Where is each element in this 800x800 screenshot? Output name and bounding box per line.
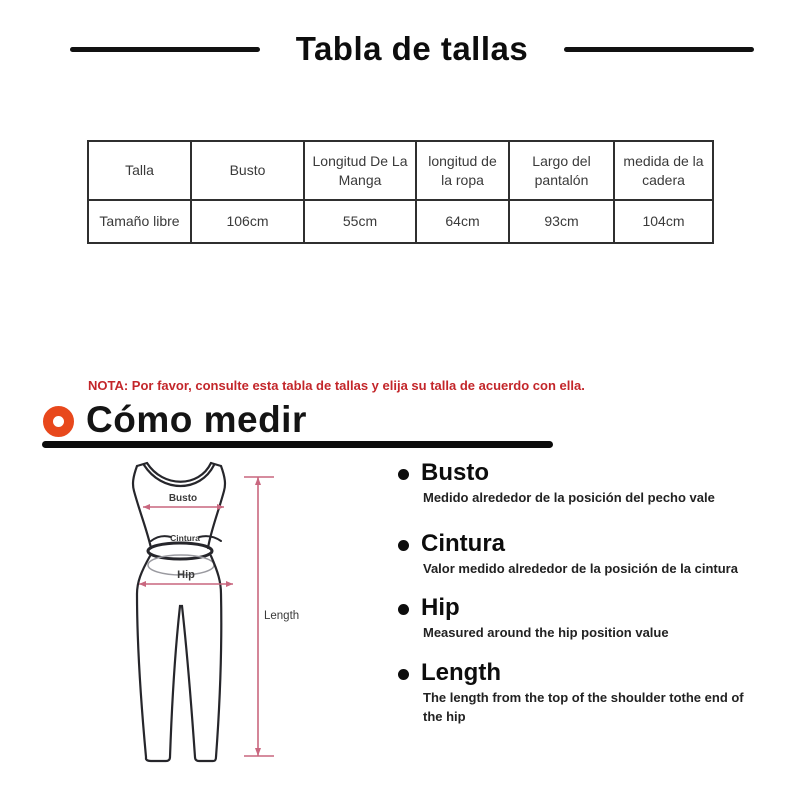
bullet-icon — [398, 604, 409, 615]
measure-item-cintura — [398, 531, 750, 579]
figure-label-busto: Busto — [168, 493, 198, 504]
measure-description: The length from the top of the shoulder tothe end of the hip — [423, 690, 744, 724]
title-bar — [70, 26, 754, 72]
figure-label-hip: Hip — [177, 569, 195, 581]
cell-manga: 55cm — [304, 200, 416, 243]
measure-term: Busto — [421, 459, 489, 486]
measure-term: Cintura — [421, 530, 505, 557]
cell-cadera: 104cm — [614, 200, 713, 243]
page-title: Tabla de tallas — [295, 30, 529, 67]
measure-description: Valor medido alrededor de la posición de la cintura — [423, 561, 738, 577]
measure-term: Hip — [421, 594, 460, 621]
size-table-row — [88, 200, 713, 243]
ring-bullet-icon — [43, 406, 74, 437]
col-header-cadera: medida de la cadera — [614, 141, 713, 200]
size-table — [87, 140, 714, 244]
title-rule-left — [70, 47, 260, 52]
size-table-header-row — [88, 141, 713, 200]
figure-label-length: Length — [264, 610, 300, 622]
measure-section-title: Cómo medir — [86, 399, 307, 440]
cell-busto: 106cm — [191, 200, 304, 243]
measure-item-hip — [398, 595, 750, 643]
measurement-figure — [85, 450, 315, 780]
cell-talla: Tamaño libre — [88, 200, 191, 243]
bullet-icon — [398, 469, 409, 480]
measure-item-length — [398, 660, 750, 726]
col-header-manga: Longitud De La Manga — [304, 141, 416, 200]
col-header-talla: Talla — [88, 141, 191, 200]
cell-ropa: 64cm — [416, 200, 509, 243]
bullet-icon — [398, 540, 409, 551]
bullet-icon — [398, 669, 409, 680]
measure-term: Length — [421, 659, 501, 686]
col-header-pantalon: Largo del pantalón — [509, 141, 614, 200]
title-rule-right — [564, 47, 754, 52]
measure-description: Measured around the hip position value — [423, 625, 669, 641]
size-note: NOTA: Por favor, consulte esta tabla de tallas y elija su talla de acuerdo con ella. — [88, 378, 585, 393]
measure-item-busto — [398, 460, 750, 508]
col-header-busto: Busto — [191, 141, 304, 200]
measure-lines — [139, 477, 274, 756]
figure-label-cintura: Cintura — [170, 533, 200, 543]
measure-description: Medido alrededor de la posición del pecho vale — [423, 490, 715, 506]
cell-pantalon: 93cm — [509, 200, 614, 243]
col-header-ropa: longitud de la ropa — [416, 141, 509, 200]
measure-title-underline — [42, 441, 553, 448]
